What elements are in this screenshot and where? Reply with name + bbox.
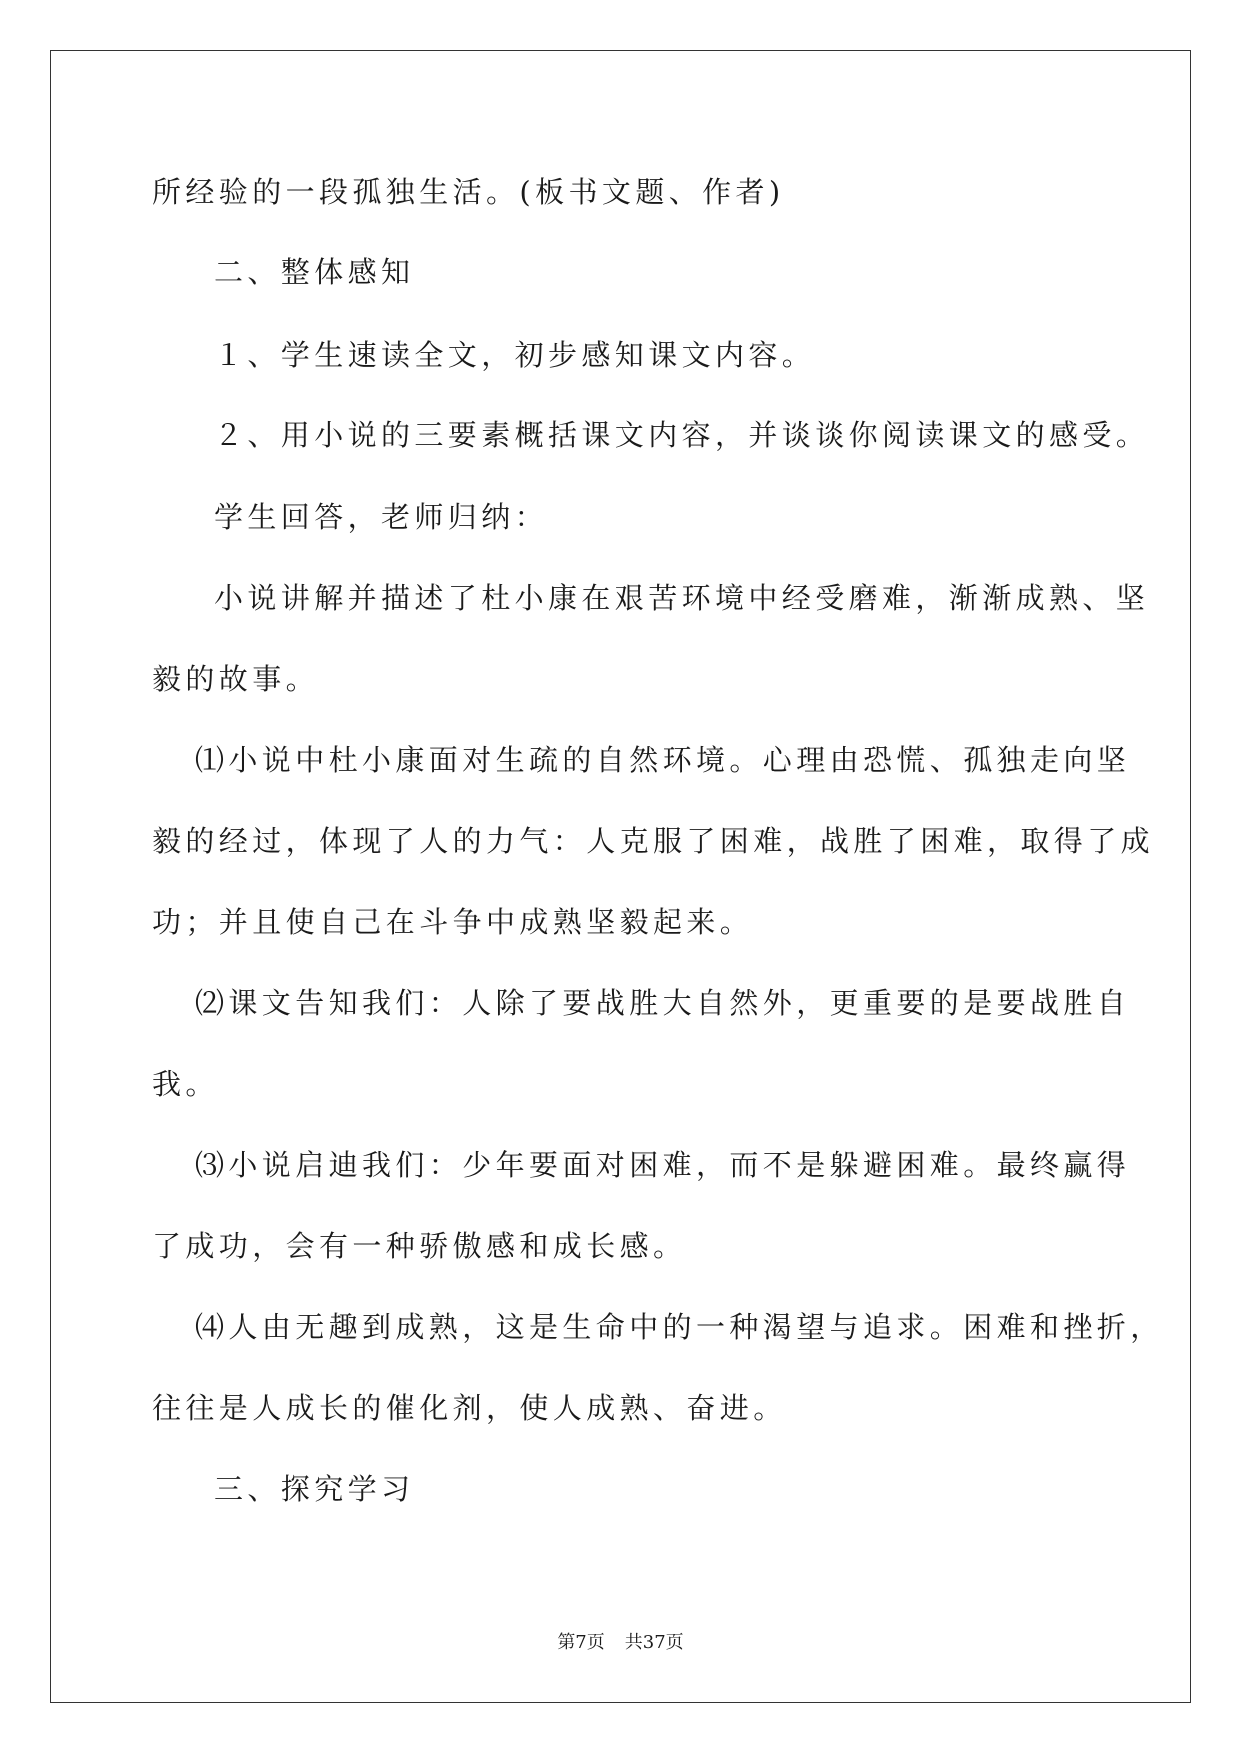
text-line-15: ⑷人由无趣到成熟，这是生命中的一种渴望与追求。困难和挫折， [195, 1310, 1164, 1344]
page-border [50, 50, 1191, 1703]
section-heading-2: 二、整体感知 [214, 255, 415, 289]
page-footer [0, 1631, 1241, 1655]
section-heading-3: 三、探究学习 [214, 1472, 415, 1506]
list-item-1: １、学生速读全文，初步感知课文内容。 [214, 338, 816, 372]
text-line-8: ⑴小说中杜小康面对生疏的自然环境。心理由恐慌、孤独走向坚 [195, 743, 1131, 777]
text-line-1: 所经验的一段孤独生活。(板书文题、作者) [152, 175, 785, 209]
text-line-6: 小说讲解并描述了杜小康在艰苦环境中经受磨难，渐渐成熟、坚 [214, 581, 1150, 615]
text-line-16: 往往是人成长的催化剂，使人成熟、奋进。 [152, 1391, 787, 1425]
page-total: 共37页 [624, 1632, 684, 1653]
list-item-2: ２、用小说的三要素概括课文内容，并谈谈你阅读课文的感受。 [214, 418, 1150, 452]
text-line-12: 我。 [152, 1067, 219, 1101]
page-number: 第7页 [557, 1632, 605, 1653]
text-line-11: ⑵课文告知我们：人除了要战胜大自然外，更重要的是要战胜自 [195, 986, 1131, 1020]
text-line-9: 毅的经过，体现了人的力气：人克服了困难，战胜了困难，取得了成 [152, 824, 1155, 858]
text-line-14: 了成功，会有一种骄傲感和成长感。 [152, 1229, 687, 1263]
text-line-13: ⑶小说启迪我们：少年要面对困难，而不是躲避困难。最终赢得 [195, 1148, 1131, 1182]
text-line-10: 功；并且使自己在斗争中成熟坚毅起来。 [152, 905, 754, 939]
text-line-7: 毅的故事。 [152, 662, 320, 696]
text-line-5: 学生回答，老师归纳： [214, 500, 549, 534]
